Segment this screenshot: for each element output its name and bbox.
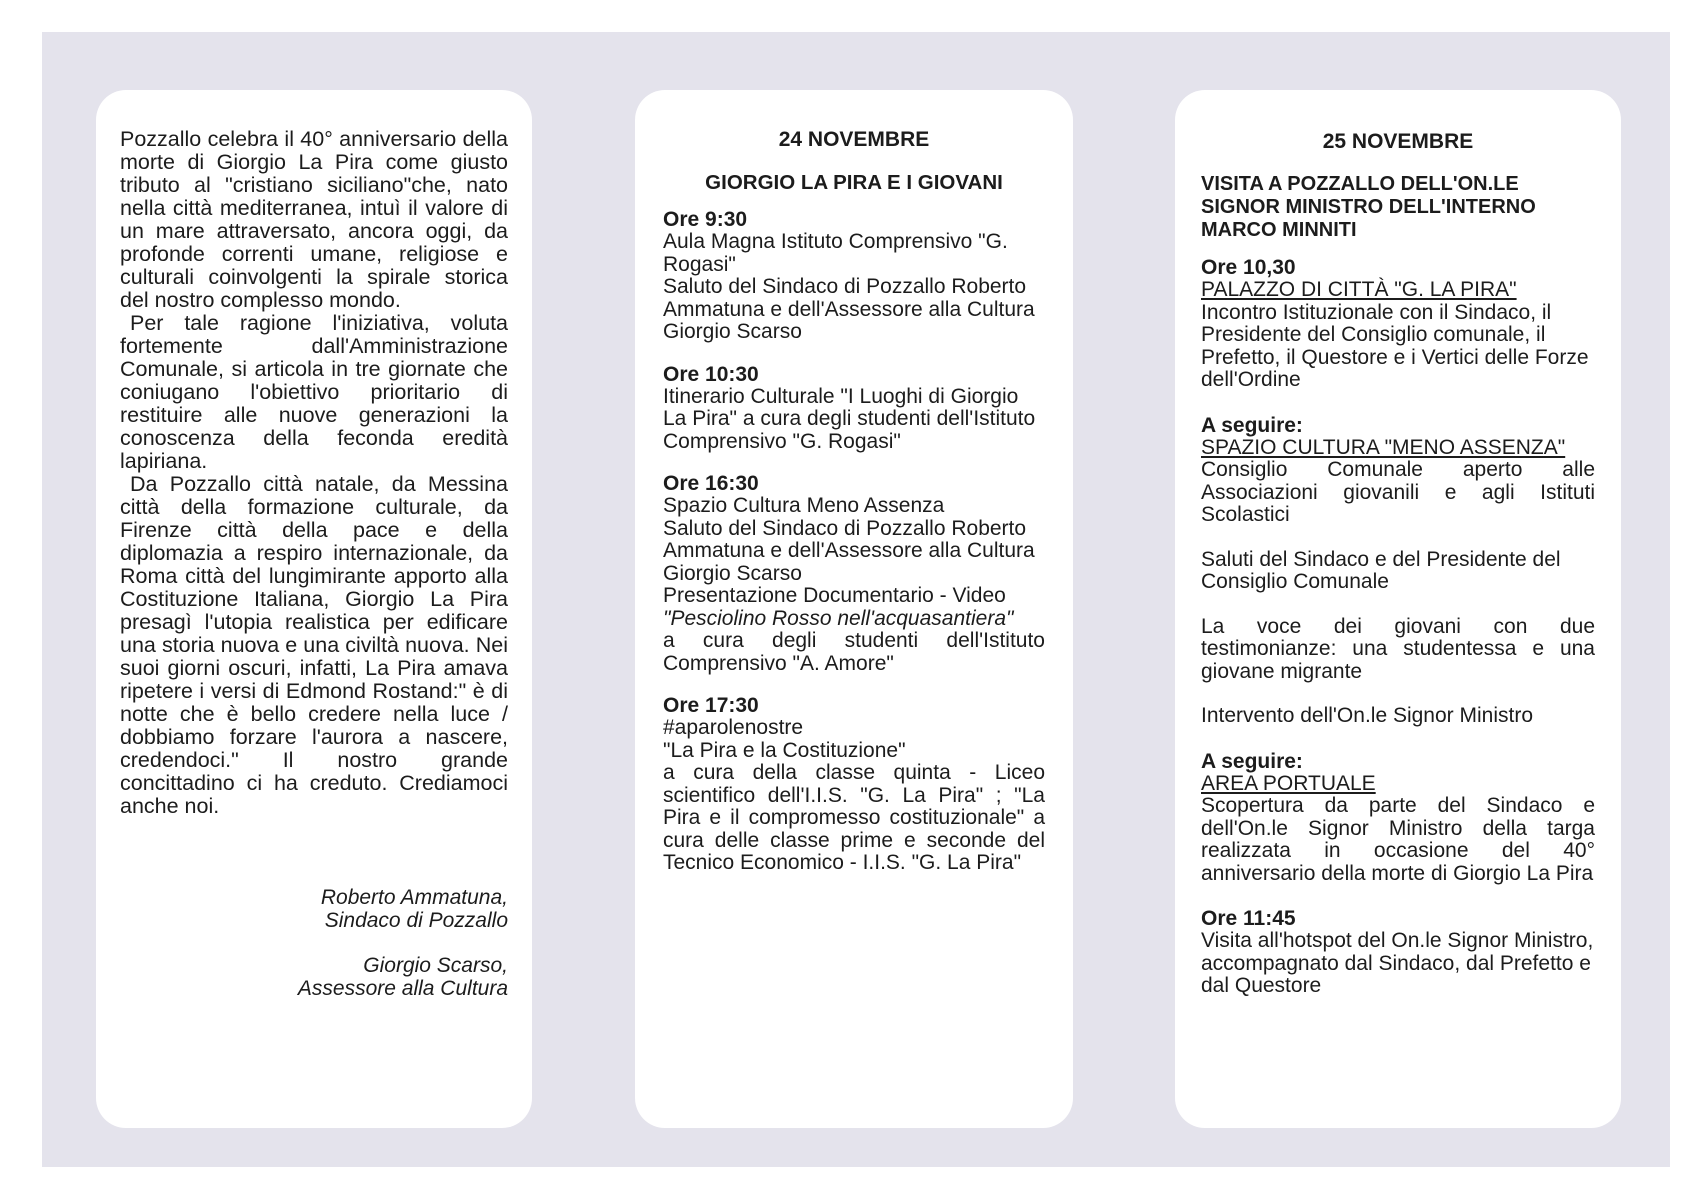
event-text: a cura degli studenti dell'Istituto Comprensivo "A. Amore" [663,629,1045,675]
event-place: AREA PORTUALE [1201,771,1376,795]
event-text: #aparolenostre [663,716,804,739]
intro-paragraph: Da Pozzallo città natale, da Messina città della formazione culturale, da Firenze città della pace e della diplomazia a respiro internazionale, da Roma città del lungimirante apporto alla Costituzione Italiana, Giorgio La Pira presagì l'utopia realistica per edificare una storia nuova e una civiltà nuova. Nei suoi giorni oscuri, infatti, La Pira amava ripetere i versi di Edmond Rostand:" è di notte che è bello credere nella luce / dobbiamo forzare l'aurora a nascere, credendoci." Il nostro grande concittadino ci ha creduto. Crediamoci anche noi. [120,472,508,818]
event-time: Ore 10,30 [1201,256,1296,279]
follow-label: A seguire: [1201,413,1303,437]
intro-paragraph: Per tale ragione l'iniziativa, voluta fortemente dall'Amministrazione Comunale, si articola in tre giornate che coniugano l'obiettivo prioritario di restituire alle nuove generazioni la conoscenza della feconda eredità lapiriana. [120,311,508,473]
event-time: Ore 17:30 [663,694,759,717]
event-item [663,363,1045,454]
event-text: Scopertura da parte del Sindaco e dell'On.le Signor Ministro della targa realizzata in occasione del 40° anniversario della morte di Giorgio La Pira [1201,794,1595,885]
event-time: Ore 11:45 [1201,907,1296,930]
event-text: Presentazione Documentario - Video [663,584,1006,607]
event-text: "La Pira e la Costituzione" [663,738,906,762]
day-24-panel [635,90,1073,1128]
event-text: Intervento dell'On.le Signor Ministro [1201,704,1534,727]
event-text: Visita all'hotspot del On.le Signor Ministro, accompagnato dal Sindaco, dal Prefetto e dal Questore [1201,929,1594,997]
event-item [663,694,1045,875]
event-text: Saluto del Sindaco di Pozzallo Roberto Ammatuna e dell'Assessore alla Cultura Giorgio Scarso [663,516,1035,585]
day-date: 24 NOVEMBRE [778,128,930,151]
event-text: Itinerario Culturale "I Luoghi di Giorgio La Pira" a cura degli studenti dell'Istituto Comprensivo "G. Rogasi" [663,384,1036,453]
signatures [120,886,508,1000]
day-25-panel [1175,90,1621,1128]
event-text: Spazio Cultura Meno Assenza [663,494,945,517]
event-text: Saluti del Sindaco e del Presidente del Consiglio Comunale [1201,547,1561,593]
event-text: Aula Magna Istituto Comprensivo "G. Rogasi" [663,230,1008,276]
signature-role: Sindaco di Pozzallo [324,909,508,932]
intro-panel [96,90,532,1128]
event-text: Saluto del Sindaco di Pozzallo Roberto Ammatuna e dell'Assessore alla Cultura Giorgio Scarso [663,275,1035,343]
signature-mayor [120,886,508,932]
signature-name: Giorgio Scarso, [363,954,508,977]
signature-assessor [120,954,508,1000]
event-text: Incontro Istituzionale con il Sindaco, il Presidente del Consiglio comunale, il Prefetto, il Questore e i Vertici delle Forze dell'Ordine [1201,300,1589,391]
documentary-title: "Pesciolino Rosso nell'acquasantiera" [663,606,1014,630]
event-text: Consiglio Comunale aperto alle Associazioni giovanili e agli Istituti Scolastici [1201,458,1595,526]
event-place: SPAZIO CULTURA "MENO ASSENZA" [1201,435,1566,459]
signature-role: Assessore alla Cultura [297,977,508,1000]
intro-paragraph: Pozzallo celebra il 40° anniversario della morte di Giorgio La Pira come giusto tributo al "cristiano siciliano"che, nato nella città mediterranea, intuì il valore di un mare attraversato, ancora oggi, da profonde correnti umane, religiose e culturali coinvolgenti la spirale storica del nostro complesso mondo. [120,127,508,312]
event-item [663,208,1045,344]
event-time: Ore 10:30 [663,362,759,386]
event-time: Ore 9:30 [663,208,748,231]
event-place: PALAZZO DI CITTÀ "G. LA PIRA" [1201,278,1517,301]
day-date: 25 NOVEMBRE [1322,130,1474,153]
day-title: GIORGIO LA PIRA E I GIOVANI [705,171,1003,194]
event-text: a cura della classe quinta - Liceo scientifico dell'I.I.S. "G. La Pira" ; "La Pira e il compromesso costituzionale" a cura delle classe prime e seconde del Tecnico Economico - I.I.S. "G. La Pira" [663,761,1045,874]
event-item [663,472,1045,675]
event-text: La voce dei giovani con due testimonianze: una studentessa e una giovane migrante [1201,614,1595,683]
brochure-sheet [42,32,1670,1167]
event-time: Ore 16:30 [663,472,759,495]
day-title: VISITA A POZZALLO DELL'ON.LE SIGNOR MINISTRO DELL'INTERNO MARCO MINNITI [1201,173,1536,241]
signature-name: Roberto Ammatuna, [320,886,508,909]
follow-label: A seguire: [1201,749,1303,773]
